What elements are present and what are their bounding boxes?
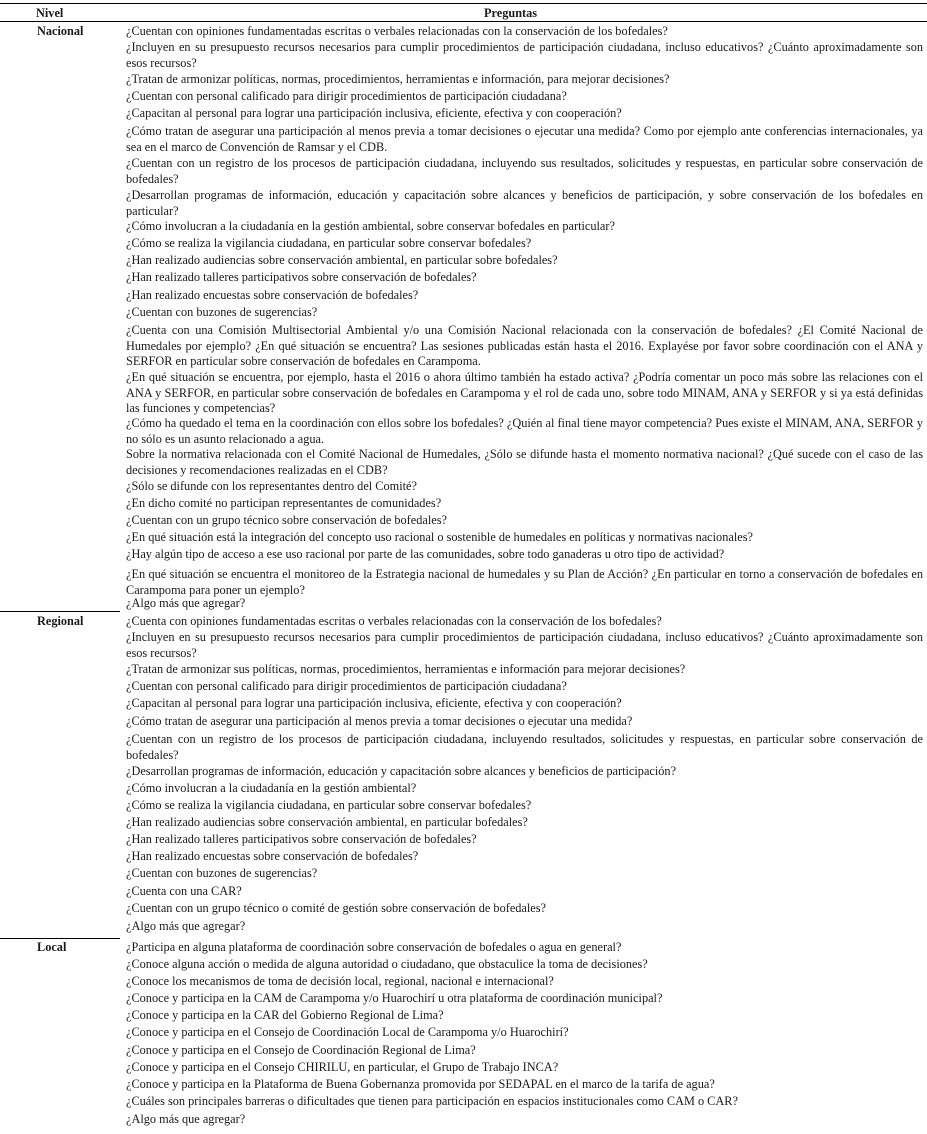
question-row: ¿Cuentan con un grupo técnico sobre conservación de bofedales? [126,513,447,527]
question-row: ¿Tratan de armonizar sus políticas, normas, procedimientos, herramientas e información para mejorar decisiones? [126,662,686,676]
question-row: ¿En dicho comité no participan representantes de comunidades? [126,496,442,510]
table-top-rule [0,3,927,4]
section-rule-local [0,938,120,939]
question-row: ¿Han realizado encuestas sobre conservación de bofedales? [126,849,419,863]
question-row: ¿Cuentan con personal calificado para dirigir procedimientos de participación ciudadana? [126,679,567,693]
question-row: ¿Algo más que agregar? [126,596,246,610]
question-row: ¿En qué situación se encuentra el monitoreo de la Estrategia nacional de humedales y su Plan de Acción? ¿En particular en torno a conservación de bofedales en Carampoma para poner un ejemplo? [126,567,923,597]
question-row: ¿Cuentan con buzones de sugerencias? [126,866,318,880]
question-row: ¿Cuenta con una CAR? [126,884,242,898]
question-row: ¿Cuenta con una Comisión Multisectorial Ambiental y/o una Comisión Nacional relacionada con la conservación de bofedales? ¿El Comité Nacional de Humedales por ejemplo? ¿En qué situación se encuentra? Las sesiones publicadas están hasta el 2016. Explayése por favor sobre coordinación con el ANA y SERFOR en particular sobre conservación de bofedales en Carampoma. [126,323,923,369]
question-row: ¿Cuáles son principales barreras o dificultades que tienen para participación en espacios institucionales como CAM o CAR? [126,1094,738,1108]
header-rule [0,21,927,22]
question-row: ¿Algo más que agregar? [126,919,246,933]
question-row: ¿Hay algún tipo de acceso a ese uso racional por parte de las comunidades, sobre todo ganaderas u otro tipo de actividad? [126,547,725,561]
section-rule-regional [0,611,120,612]
question-row: Sobre la normativa relacionada con el Comité Nacional de Humedales, ¿Sólo se difunde hasta el momento normativa nacional? ¿Qué sucede con el caso de las decisiones y recomendaciones realizadas en el CDB? [126,447,923,477]
question-row: ¿Conoce alguna acción o medida de alguna autoridad o ciudadano, que obstaculice la toma de decisiones? [126,957,648,971]
question-row: ¿Conoce y participa en la CAR del Gobierno Regional de Lima? [126,1008,444,1022]
question-row: ¿Cómo ha quedado el tema en la coordinación con ellos sobre los bofedales? ¿Quién al final tiene mayor competencia? Pues existe el MINAM, ANA, SERFOR y no sólo es un asunto relacionado a agua. [126,416,923,446]
question-row: ¿Cómo se realiza la vigilancia ciudadana, en particular sobre conservar bofedales? [126,236,532,250]
question-row: ¿Capacitan al personal para lograr una participación inclusiva, eficiente, efectiva y con cooperación? [126,106,622,120]
question-row: ¿Tratan de armonizar políticas, normas, procedimientos, herramientas e información, para mejorar decisiones? [126,72,670,86]
question-row: ¿Conoce y participa en la CAM de Carampoma y/o Huarochirí u otra plataforma de coordinación municipal? [126,991,663,1005]
question-row: ¿Han realizado audiencias sobre conservación ambiental, en particular sobre bofedales? [126,253,558,267]
level-label-regional: Regional [37,614,84,628]
question-row: ¿Cuentan con un grupo técnico o comité de gestión sobre conservación de bofedales? [126,901,546,915]
question-row: ¿En qué situación se encuentra, por ejemplo, hasta el 2016 o ahora último también ha estado activa? ¿Podría comentar un poco más sobre las relaciones con el ANA y SERFOR, en particular sobre conservación de bofedales en Carampoma y el rol de cada uno, sobre todo MINAM, ANA y SERFOR y si ya está definidas las funciones y competencias? [126,370,923,416]
question-row: ¿Incluyen en su presupuesto recursos necesarios para cumplir procedimientos de participación ciudadana, incluso educativos? ¿Cuánto aproximadamente son esos recursos? [126,630,923,660]
level-label-nacional: Nacional [37,24,84,38]
question-row: ¿Cómo tratan de asegurar una participación al menos previa a tomar decisiones o ejecutar una medida? [126,714,633,728]
question-row: ¿Conoce y participa en la Plataforma de Buena Gobernanza promovida por SEDAPAL en el marco de la tarifa de agua? [126,1077,715,1091]
question-row: ¿Conoce los mecanismos de toma de decisión local, regional, nacional e internacional? [126,974,554,988]
question-row: ¿Cuentan con personal calificado para dirigir procedimientos de participación ciudadana? [126,89,567,103]
question-row: ¿Cuenta con opiniones fundamentadas escritas o verbales relacionadas con la conservación de los bofedales? [126,614,662,628]
question-row: ¿Desarrollan programas de información, educación y capacitación sobre alcances y beneficios de participación, y sobre conservación de los bofedales en particular? [126,188,923,218]
question-row: ¿Conoce y participa en el Consejo de Coordinación Local de Carampoma y/o Huarochirí? [126,1025,569,1039]
question-row: ¿Han realizado encuestas sobre conservación de bofedales? [126,288,419,302]
question-row: ¿Cómo involucran a la ciudadanía en la gestión ambiental? [126,781,417,795]
question-row: ¿Incluyen en su presupuesto recursos necesarios para cumplir procedimientos de participación ciudadana, incluso educativos? ¿Cuánto aproximadamente son esos recursos? [126,40,923,70]
question-row: ¿Cuentan con un registro de los procesos de participación ciudadana, incluyendo resultados, solicitudes y respuestas, en particular sobre conservación de bofedales? [126,732,923,762]
question-row: ¿Cómo involucran a la ciudadanía en la gestión ambiental, sobre conservar bofedales en particular? [126,219,615,233]
question-row: ¿Conoce y participa en el Consejo CHIRILU, en particular, el Grupo de Trabajo INCA? [126,1060,559,1074]
question-row: ¿Cuentan con un registro de los procesos de participación ciudadana, incluyendo sus resultados, solicitudes y respuestas, en particular sobre conservación de bofedales? [126,156,923,186]
question-row: ¿Capacitan al personal para lograr una participación inclusiva, eficiente, efectiva y con cooperación? [126,696,622,710]
question-row: ¿Cuentan con buzones de sugerencias? [126,305,318,319]
question-row: ¿Han realizado talleres participativos sobre conservación de bofedales? [126,832,477,846]
question-row: ¿Han realizado audiencias sobre conservación ambiental, en particular bofedales? [126,815,528,829]
question-row: ¿Cómo tratan de asegurar una participación al menos previa a tomar decisiones o ejecutar una medida? Como por ejemplo ante conferencias internacionales, ya sea en el marco de Convención de Ramsar y el CDB. [126,124,923,154]
question-row: ¿Algo más que agregar? [126,1112,246,1126]
question-row: ¿En qué situación está la integración del concepto uso racional o sostenible de humedales en políticas y normativas nacionales? [126,530,753,544]
question-row: ¿Desarrollan programas de información, educación y capacitación sobre alcances y beneficios de participación? [126,764,677,778]
header-preguntas: Preguntas [484,6,538,20]
question-row: ¿Participa en alguna plataforma de coordinación sobre conservación de bofedales o agua en general? [126,940,622,954]
question-row: ¿Cuentan con opiniones fundamentadas escritas o verbales relacionadas con la conservación de los bofedales? [126,24,668,38]
level-label-local: Local [37,940,67,954]
question-row: ¿Han realizado talleres participativos sobre conservación de bofedales? [126,270,477,284]
question-row: ¿Conoce y participa en el Consejo de Coordinación Regional de Lima? [126,1043,476,1057]
question-row: ¿Sólo se difunde con los representantes dentro del Comité? [126,479,417,493]
header-nivel: Nivel [36,6,64,20]
question-row: ¿Cómo se realiza la vigilancia ciudadana, en particular sobre conservar bofedales? [126,798,532,812]
